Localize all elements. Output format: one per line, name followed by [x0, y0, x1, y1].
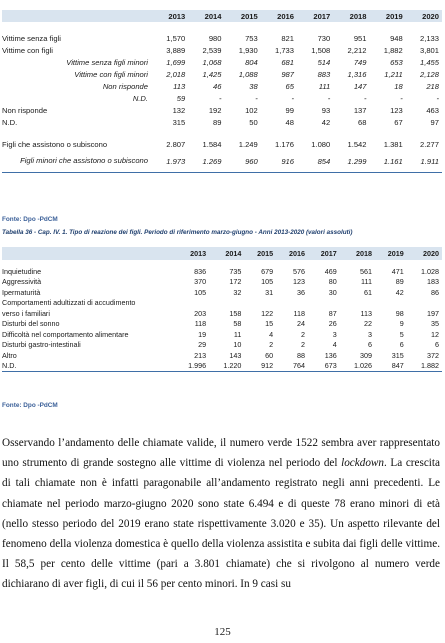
table2-year-header: 2014 [209, 247, 244, 260]
cell: 804 [245, 57, 258, 67]
cell [209, 298, 244, 309]
table-row [2, 361, 442, 372]
table1-year-header: 2017 [297, 10, 333, 22]
cell: 1.584 [202, 139, 222, 149]
cell: 2,018 [166, 69, 186, 79]
cell: 514 [317, 57, 331, 67]
cell: 10 [233, 340, 242, 350]
row-label: Vittime senza figli minori [66, 57, 148, 67]
table1-year-header: 2020 [406, 10, 442, 22]
cell: 113 [173, 81, 186, 91]
table1-source: Fonte: Dpo -PdCM [2, 216, 58, 223]
row-label: Aggressività [2, 277, 42, 287]
cell: - [436, 93, 439, 103]
cell: 1.028 [421, 266, 439, 276]
table1-year-header: 2019 [370, 10, 406, 22]
cell: 88 [296, 350, 305, 360]
row-label: Disturbi del sonno [2, 319, 60, 329]
cell: 111 [318, 81, 331, 91]
cell: 1.542 [347, 139, 367, 149]
cell: 80 [328, 277, 337, 287]
cell: 42 [321, 117, 331, 127]
cell: 59 [176, 93, 186, 103]
cell [407, 298, 442, 309]
table-row [2, 266, 442, 277]
cell: 1.269 [202, 156, 222, 166]
table1-spacer-row [2, 22, 442, 32]
cell: 183 [427, 277, 439, 287]
cell: 2 [300, 329, 305, 339]
cell: 3 [332, 329, 337, 339]
cell: 315 [172, 117, 186, 127]
table-row [2, 287, 442, 298]
cell: 67 [394, 117, 403, 127]
cell: 65 [285, 81, 294, 91]
cell: 3 [367, 329, 372, 339]
table1-year-header: 2016 [261, 10, 297, 22]
cell: 653 [390, 57, 403, 67]
cell: 42 [395, 287, 404, 297]
table1-year-header: 2013 [152, 10, 188, 22]
cell: 471 [391, 266, 404, 276]
cell: 1.080 [311, 139, 331, 149]
row-label: verso i familiari [2, 308, 50, 318]
cell: 1.220 [223, 361, 242, 371]
cell: 4 [269, 329, 274, 339]
table1-spacer-row [2, 128, 442, 138]
cell: - [255, 93, 258, 103]
cell: 854 [317, 156, 331, 166]
row-label: Vittime senza figli [2, 33, 61, 43]
table-bottom-rule [2, 372, 442, 373]
cell: 1.299 [347, 156, 367, 166]
cell: 2,212 [347, 45, 367, 55]
table2-year-header: 2016 [276, 247, 308, 260]
table-row [2, 68, 442, 80]
table2-year-header: 2015 [244, 247, 276, 260]
row-label: Non risponde [102, 81, 148, 91]
table-row [2, 104, 442, 116]
row-label: Figli che assistono o subiscono [2, 139, 108, 149]
cell: 730 [317, 33, 331, 43]
cell: - [291, 93, 294, 103]
cell: 137 [353, 105, 367, 115]
table-row [2, 340, 442, 351]
row-label: Altro [2, 350, 17, 360]
cell: 172 [229, 277, 242, 287]
cell: 105 [194, 287, 207, 297]
cell: 2.807 [166, 139, 186, 149]
cell: 118 [194, 319, 207, 329]
table1-body [2, 22, 442, 173]
cell: 203 [194, 308, 207, 318]
cell: 1,455 [419, 57, 439, 67]
cell: 1.996 [188, 361, 207, 371]
cell: 29 [198, 340, 207, 350]
cell: 1,425 [202, 69, 222, 79]
cell: 102 [245, 105, 258, 115]
cell: 46 [213, 81, 222, 91]
cell: 847 [391, 361, 404, 371]
cell: 1.381 [383, 139, 403, 149]
children-reaction-table [2, 247, 442, 372]
table-row [2, 350, 442, 361]
table-row [2, 319, 442, 330]
cell [174, 298, 209, 309]
table-row [2, 329, 442, 340]
cell: 192 [208, 105, 222, 115]
row-label: Disturbi gastro-intestinali [2, 340, 81, 350]
cell [276, 298, 308, 309]
cell: 469 [324, 266, 337, 276]
cell: - [400, 93, 403, 103]
cell: 1,882 [383, 45, 403, 55]
row-label: Figli minori che assistono o subiscono [20, 156, 148, 165]
table-row [2, 150, 442, 173]
table2-year-header: 2020 [407, 247, 442, 260]
cell: 883 [317, 69, 331, 79]
cell: 2,539 [202, 45, 222, 55]
cell: 123 [390, 105, 403, 115]
cell: 960 [245, 156, 258, 166]
table2-body [2, 260, 442, 372]
table-row [2, 277, 442, 288]
cell: 315 [391, 350, 404, 360]
cell: 89 [395, 277, 404, 287]
table-bottom-rule [2, 173, 442, 174]
cell: 4 [332, 340, 337, 350]
cell: 916 [281, 156, 294, 166]
cell: 143 [229, 350, 242, 360]
cell: 26 [328, 319, 337, 329]
row-label: N.D. [132, 93, 148, 103]
body-paragraph [2, 433, 440, 595]
cell: 9 [399, 319, 404, 329]
table1-year-header: 2018 [333, 10, 369, 22]
cell: 679 [261, 266, 274, 276]
cell: 1.161 [383, 156, 403, 166]
cell: 673 [324, 361, 337, 371]
cell: 19 [198, 329, 207, 339]
cell: 749 [353, 57, 367, 67]
table2-header-blank [2, 247, 174, 260]
paragraph-text: Osservando l’andamento delle chiamate valide, il numero verde 1522 sembra aver rappresentato uno strumento di grande sostegno alle vittime di violenza nel periodo del [2, 437, 440, 470]
cell: 3,801 [419, 45, 439, 55]
table-row [2, 44, 442, 56]
cell: 32 [233, 287, 242, 297]
cell: 86 [431, 287, 439, 297]
cell: 1,570 [166, 33, 186, 43]
cell: 1.026 [353, 361, 372, 371]
cell: 35 [431, 319, 439, 329]
cell [244, 298, 276, 309]
cell: 48 [285, 117, 294, 127]
cell: 12 [431, 329, 439, 339]
cell: 6 [367, 340, 372, 350]
cell: 948 [390, 33, 403, 43]
cell: 97 [430, 117, 439, 127]
cell: 912 [261, 361, 274, 371]
row-label: N.D. [2, 117, 18, 127]
cell: 15 [265, 319, 274, 329]
cell: 60 [265, 350, 274, 360]
cell: 36 [296, 287, 305, 297]
cell: 113 [360, 308, 372, 318]
cell: 1,508 [311, 45, 331, 55]
cell: 987 [281, 69, 294, 79]
cell [340, 298, 375, 309]
cell: 1.882 [421, 361, 439, 371]
cell: 1.176 [274, 139, 294, 149]
cell: 2.277 [419, 139, 439, 149]
cell: 213 [194, 350, 207, 360]
cell: 561 [359, 266, 372, 276]
cell: 5 [399, 329, 404, 339]
row-label: Ipermaturità [2, 287, 41, 297]
table2-caption: Tabella 36 - Cap. IV. 1. Tipo di reazione dei figli. Periodo di riferimento marzo-giugno - Anni 2013-2020 (valori assoluti) [2, 229, 353, 236]
cell: 118 [293, 308, 305, 318]
cell: 836 [194, 266, 207, 276]
cell: 6 [435, 340, 439, 350]
cell: 99 [285, 105, 294, 115]
cell: 87 [328, 308, 337, 318]
table2-year-header: 2013 [174, 247, 209, 260]
cell: 38 [249, 81, 258, 91]
table-row [2, 56, 442, 68]
cell: 218 [426, 81, 439, 91]
row-label: Comportamenti adultizzati di accudimento [2, 298, 136, 308]
cell: 1,699 [166, 57, 186, 67]
cell: 2,133 [419, 33, 439, 43]
table-row [2, 116, 442, 128]
cell: 681 [281, 57, 294, 67]
row-label: Difficoltà nel comportamento alimentare [2, 329, 129, 339]
table1-year-header: 2015 [225, 10, 261, 22]
table2-source: Fonte: Dpo -PdCM [2, 402, 58, 409]
cell: 370 [194, 277, 207, 287]
cell: 1.973 [166, 156, 186, 166]
cell: 122 [261, 308, 274, 318]
cell: 147 [353, 81, 367, 91]
table-row [2, 80, 442, 92]
cell: 821 [281, 33, 294, 43]
cell: 197 [427, 308, 439, 318]
cell: 576 [292, 266, 305, 276]
cell: 105 [261, 277, 274, 287]
table2-year-header: 2018 [340, 247, 375, 260]
cell: 89 [213, 117, 222, 127]
cell: 18 [394, 81, 403, 91]
cell: 58 [233, 319, 242, 329]
cell: 2 [269, 340, 274, 350]
paragraph-emphasis: lockdown [341, 457, 384, 470]
cell: 2 [300, 340, 305, 350]
table1-header-row [2, 10, 442, 22]
cell: 3,889 [166, 45, 186, 55]
table2-year-header: 2017 [308, 247, 340, 260]
cell: 158 [229, 308, 242, 318]
cell: - [327, 93, 331, 103]
table-row [2, 138, 442, 150]
cell: 764 [292, 361, 305, 371]
table-row [2, 92, 442, 104]
cell: 61 [363, 287, 372, 297]
cell: 11 [233, 329, 242, 339]
table1-header-blank [2, 10, 152, 22]
cell: 735 [229, 266, 242, 276]
cell: 463 [426, 105, 439, 115]
row-label: Vittime con figli [2, 45, 53, 55]
cell: - [363, 93, 367, 103]
cell: 1,733 [274, 45, 294, 55]
cell: 132 [172, 105, 186, 115]
table2-year-header: 2019 [375, 247, 407, 260]
cell: 22 [363, 319, 372, 329]
cell: 980 [208, 33, 222, 43]
table-row [2, 298, 442, 309]
row-label: Non risponde [2, 105, 48, 115]
cell: 50 [249, 117, 258, 127]
page-number: 125 [214, 626, 231, 638]
cell: 68 [358, 117, 367, 127]
row-label: Vittime con figli minori [74, 69, 148, 79]
cell: 24 [296, 319, 305, 329]
cell: 123 [292, 277, 305, 287]
cell: - [218, 93, 222, 103]
cell: 1,211 [384, 69, 403, 79]
cell [308, 298, 340, 309]
cell: 93 [321, 105, 331, 115]
table1-year-header: 2014 [188, 10, 224, 22]
row-label: N.D. [2, 361, 17, 371]
paragraph-text: . La crescita di tali chiamate non è infatti paragonabile all’andamento registrato negli anni precedenti. Le chiamate nel periodo marzo-giugno 2020 sono state 6.494 e di queste 78 erano minori di età (nello stesso periodo del 2019 erano state rispettivamente 3.020 e 35). Un aspetto rilevante del fenomeno della violenza domestica è quello della violenza assistita e subita dai figli delle vittime. Il 58,5 per cento delle vittime (pari a 3.801 chiamate) che si rivolgono al numero verde dichiarano di aver figli, di cui il 56 per cento minori. In 9 casi su [2, 457, 440, 591]
table2-header-row [2, 247, 442, 260]
cell [375, 298, 407, 309]
cell: 31 [265, 287, 274, 297]
cell: 30 [328, 287, 337, 297]
cell: 1.249 [238, 139, 258, 149]
cell: 372 [427, 350, 439, 360]
cell: 6 [399, 340, 404, 350]
cell: 1,316 [347, 69, 367, 79]
cell: 1,068 [202, 57, 222, 67]
children-victims-table [2, 10, 442, 173]
cell: 951 [353, 33, 367, 43]
cell: 1,088 [238, 69, 258, 79]
table-row [2, 308, 442, 319]
cell: 1,930 [238, 45, 258, 55]
table-row [2, 32, 442, 44]
cell: 309 [359, 350, 372, 360]
cell: 1.911 [420, 156, 439, 166]
row-label: Inquietudine [2, 266, 42, 276]
cell: 98 [395, 308, 404, 318]
cell: 111 [361, 277, 372, 287]
cell: 2,128 [419, 69, 439, 79]
cell: 753 [245, 33, 258, 43]
cell: 136 [324, 350, 337, 360]
